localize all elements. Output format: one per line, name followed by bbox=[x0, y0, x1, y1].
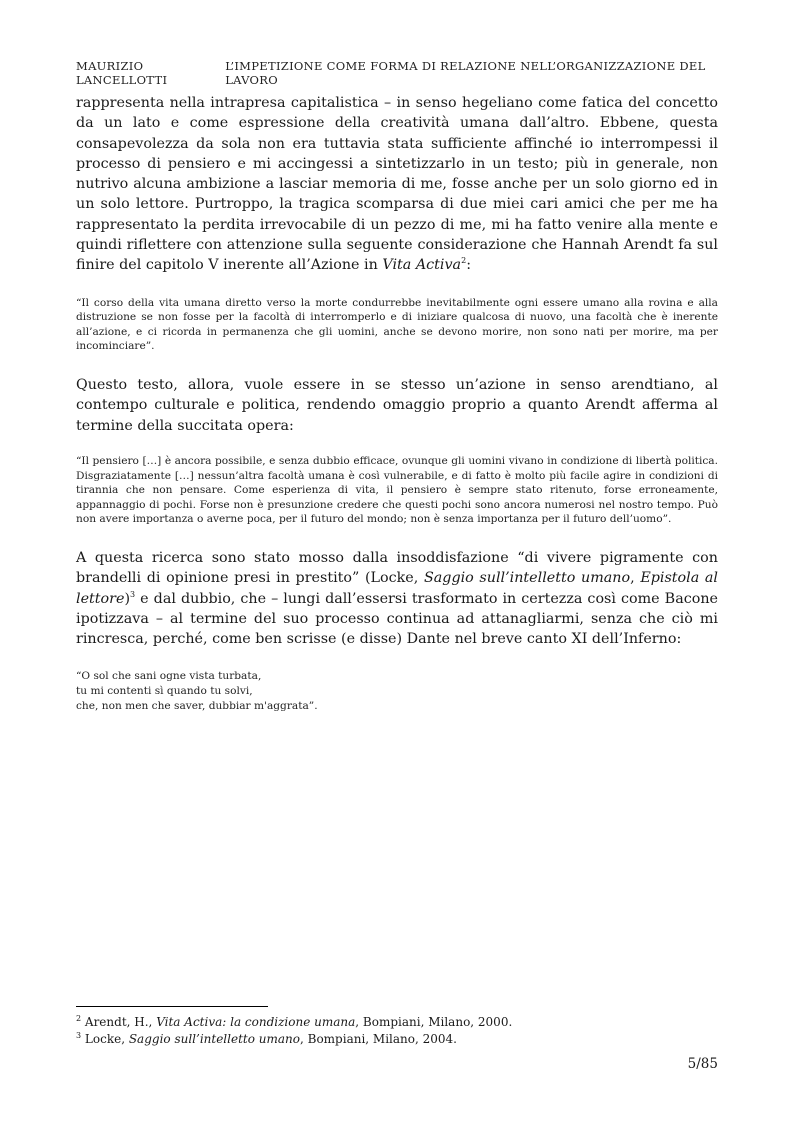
verse-line: tu mi contenti sì quando tu solvi, bbox=[76, 684, 253, 697]
paragraph-3: A questa ricerca sono stato mosso dalla insoddisfazione “di vivere pigramente con brandelli di opinione presi in prestito” (Locke, Saggio sull’intelletto umano, Epistola al lettore)$^3$ e dal dubbio, che – lungi dall’essersi trasformato in certezza così come Bacone ipotizzava – al termine del suo processo continua ad attanagliarmi, senza che ciò mi rincresca, perché, come ben scrisse (e disse) Dante nel breve canto XI dell’Inferno: bbox=[76, 549, 719, 648]
block-quote-2: “Il pensiero […] è ancora possibile, e senza dubbio efficace, ovunque gli uomini vivano in condizione di libertà politica. Disgraziatamente […] nessun’altra facoltà umana è così vulnerabile, e di fatto è molto più facile agire in condizioni di tirannia che non pensare. Come esperienza di vita, il pensiero è sempre stato ritenuto, forse erroneamente, appannaggio di pochi. Forse non è presunzione credere che questi pochi sono ancora numerosi nel nostro tempo. Può non avere importanza o averne poca, per il futuro del mondo; non è senza importanza per il futuro dell’uomo”. bbox=[76, 454, 718, 526]
verse-line: che, non men che saver, dubbiar m'aggrata”. bbox=[76, 699, 318, 712]
book-subtitle: Epistola al lettore bbox=[76, 570, 719, 607]
footnotes bbox=[76, 1014, 718, 1048]
footnote-divider bbox=[76, 1006, 268, 1007]
footnote-ref[interactable]: 3 bbox=[130, 589, 136, 599]
page-number: 5/85 bbox=[687, 1056, 718, 1072]
book-title: Vita Activa bbox=[382, 257, 462, 274]
page-content bbox=[76, 93, 718, 713]
verse-line: “O sol che sani ogne vista turbata, bbox=[76, 670, 262, 683]
header-title: L’IMPETIZIONE COME FORMA DI RELAZIONE NELL’ORGANIZZAZIONE DEL LAVORO bbox=[225, 59, 706, 87]
header-author: MAURIZIO LANCELLOTTI bbox=[76, 59, 168, 87]
block-quote-1: “Il corso della vita umana diretto verso la morte condurrebbe inevitabilmente ogni essere umano alla rovina e alla distruzione se non fosse per la facoltà di interromperlo e di iniziare qualcosa di nuovo, una facoltà che è inerente all’azione, e ci ricorda in permanenza che gli uomini, anche se devono morire, non sono nati per morire, ma per incominciare”. bbox=[76, 296, 718, 353]
footnote-ref[interactable]: 2 bbox=[461, 256, 467, 266]
running-header bbox=[76, 59, 718, 87]
footnote: $^2$ Arendt, H., Vita Activa: la condizione umana, Bompiani, Milano, 2000. bbox=[76, 1014, 513, 1029]
paragraph-1: rappresenta nella intrapresa capitalistica – in senso hegeliano come fatica del concetto da un lato e come espressione della creatività umana dall’altro. Ebbene, questa consapevolezza da sola non era tuttavia stata sufficiente affinché io interrompessi il processo di pensiero e mi accingessi a sintetizzarlo in un testo; più in generale, non nutrivo alcuna ambizione a lasciar memoria di me, fosse anche per un solo giorno ed in un solo lettore. Purtroppo, la tragica scomparsa di due miei cari amici che per me ha rappresentato la perdita irrevocabile di un pezzo di me, mi ha fatto venire alla mente e quindi riflettere con attenzione sulla seguente considerazione che Hannah Arendt fa sul finire del capitolo V inerente all’Azione in Vita Activa$^2$: bbox=[76, 95, 718, 274]
paragraph-2: Questo testo, allora, vuole essere in se stesso un’azione in senso arendtiano, al contempo culturale e politica, rendendo omaggio proprio a quanto Arendt afferma al termine della succitata opera: bbox=[76, 377, 718, 434]
verse-quote bbox=[76, 669, 718, 713]
footnote: $^3$ Locke, Saggio sull’intelletto umano, Bompiani, Milano, 2004. bbox=[76, 1031, 457, 1046]
book-title: Saggio sull’intelletto umano bbox=[423, 570, 631, 587]
